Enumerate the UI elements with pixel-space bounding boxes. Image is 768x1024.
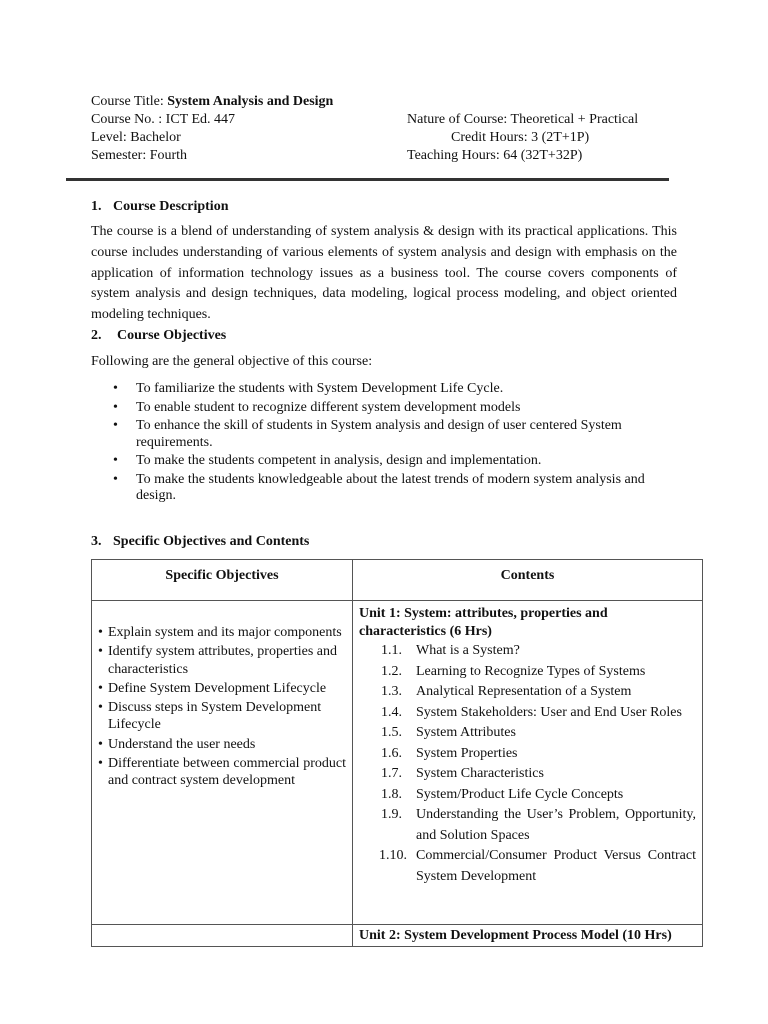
course-title-value: System Analysis and Design bbox=[167, 94, 334, 109]
list-item: 1.7. System Characteristics bbox=[381, 766, 544, 781]
table-header-row bbox=[92, 560, 703, 601]
header-divider bbox=[66, 178, 669, 181]
course-semester: Semester: Fourth bbox=[91, 148, 188, 163]
list-item: 1.9. Understanding the User’s Problem, Opportunity, and Solution Spaces bbox=[381, 807, 696, 843]
objectives-list bbox=[91, 381, 661, 507]
objectives-cell bbox=[92, 601, 353, 925]
objectives-contents-table bbox=[91, 559, 703, 947]
teaching-hours: Teaching Hours: 64 (32T+32P) bbox=[407, 148, 583, 163]
course-title: Course Title: System Analysis and Design bbox=[91, 94, 334, 109]
list-item: • Discuss steps in System Development Lifecycle bbox=[96, 699, 346, 734]
list-item: • To enhance the skill of students in System analysis and design of user centered System requirements. bbox=[91, 418, 661, 451]
specific-objectives-list bbox=[96, 624, 346, 790]
column-header-contents: Contents bbox=[353, 560, 703, 601]
list-item: • To familiarize the students with System Development Life Cycle. bbox=[91, 381, 661, 398]
unit2-title: Unit 2: System Development Process Model (10 Hrs) bbox=[353, 925, 703, 947]
course-number: Course No. : ICT Ed. 447 bbox=[91, 112, 236, 127]
list-item: 1.6. System Properties bbox=[381, 745, 518, 761]
list-item: • To enable student to recognize different system development models bbox=[91, 400, 661, 417]
section-heading-course-description: 1. Course Description bbox=[91, 199, 229, 214]
column-header-specific-objectives: Specific Objectives bbox=[92, 560, 353, 601]
section-heading-course-objectives: 2. Course Objectives bbox=[91, 328, 227, 343]
list-item: 1.10. Commercial/Consumer Product Versus Contract System Development bbox=[379, 848, 696, 884]
list-item: • Differentiate between commercial product and contract system development bbox=[96, 755, 346, 790]
objectives-intro: Following are the general objective of this course: bbox=[91, 354, 373, 369]
list-item: 1.3. Analytical Representation of a System bbox=[381, 684, 632, 699]
course-nature: Nature of Course: Theoretical + Practical bbox=[407, 112, 639, 127]
table-row bbox=[92, 601, 703, 925]
unit1-contents-cell bbox=[353, 601, 703, 925]
unit1-title: Unit 1: System: attributes, properties and characteristics (6 Hrs) bbox=[359, 606, 608, 639]
list-item: • Explain system and its major components bbox=[96, 624, 346, 642]
list-item: • Understand the user needs bbox=[96, 736, 346, 754]
list-item: • Define System Development Lifecycle bbox=[96, 680, 346, 698]
list-item: 1.8. System/Product Life Cycle Concepts bbox=[381, 786, 624, 802]
course-level: Level: Bachelor bbox=[91, 130, 181, 145]
credit-hours: Credit Hours: 3 (2T+1P) bbox=[451, 130, 590, 145]
table-row bbox=[92, 925, 703, 947]
list-item: 1.1. What is a System? bbox=[381, 643, 520, 658]
empty-objectives-cell bbox=[92, 925, 353, 947]
section-heading-specific-objectives: 3. Specific Objectives and Contents bbox=[91, 534, 310, 549]
list-item: • To make the students knowledgeable about the latest trends of modern system analysis and design. bbox=[91, 472, 661, 505]
list-item: 1.4. System Stakeholders: User and End User Roles bbox=[381, 704, 682, 720]
course-description-text: The course is a blend of understanding of system analysis & design with its practical applications. This course includes understanding of various elements of system analysis and design with emphasis on the application of information technology issues as a business tool. The course covers components of system analysis and design techniques, data modeling, logical process modeling, and object oriented modeling techniques. bbox=[91, 224, 677, 323]
list-item: • Identify system attributes, properties and characteristics bbox=[96, 643, 346, 678]
list-item: • To make the students competent in analysis, design and implementation. bbox=[91, 453, 661, 470]
list-item: 1.2. Learning to Recognize Types of Systems bbox=[381, 663, 646, 679]
list-item: 1.5. System Attributes bbox=[381, 725, 516, 740]
